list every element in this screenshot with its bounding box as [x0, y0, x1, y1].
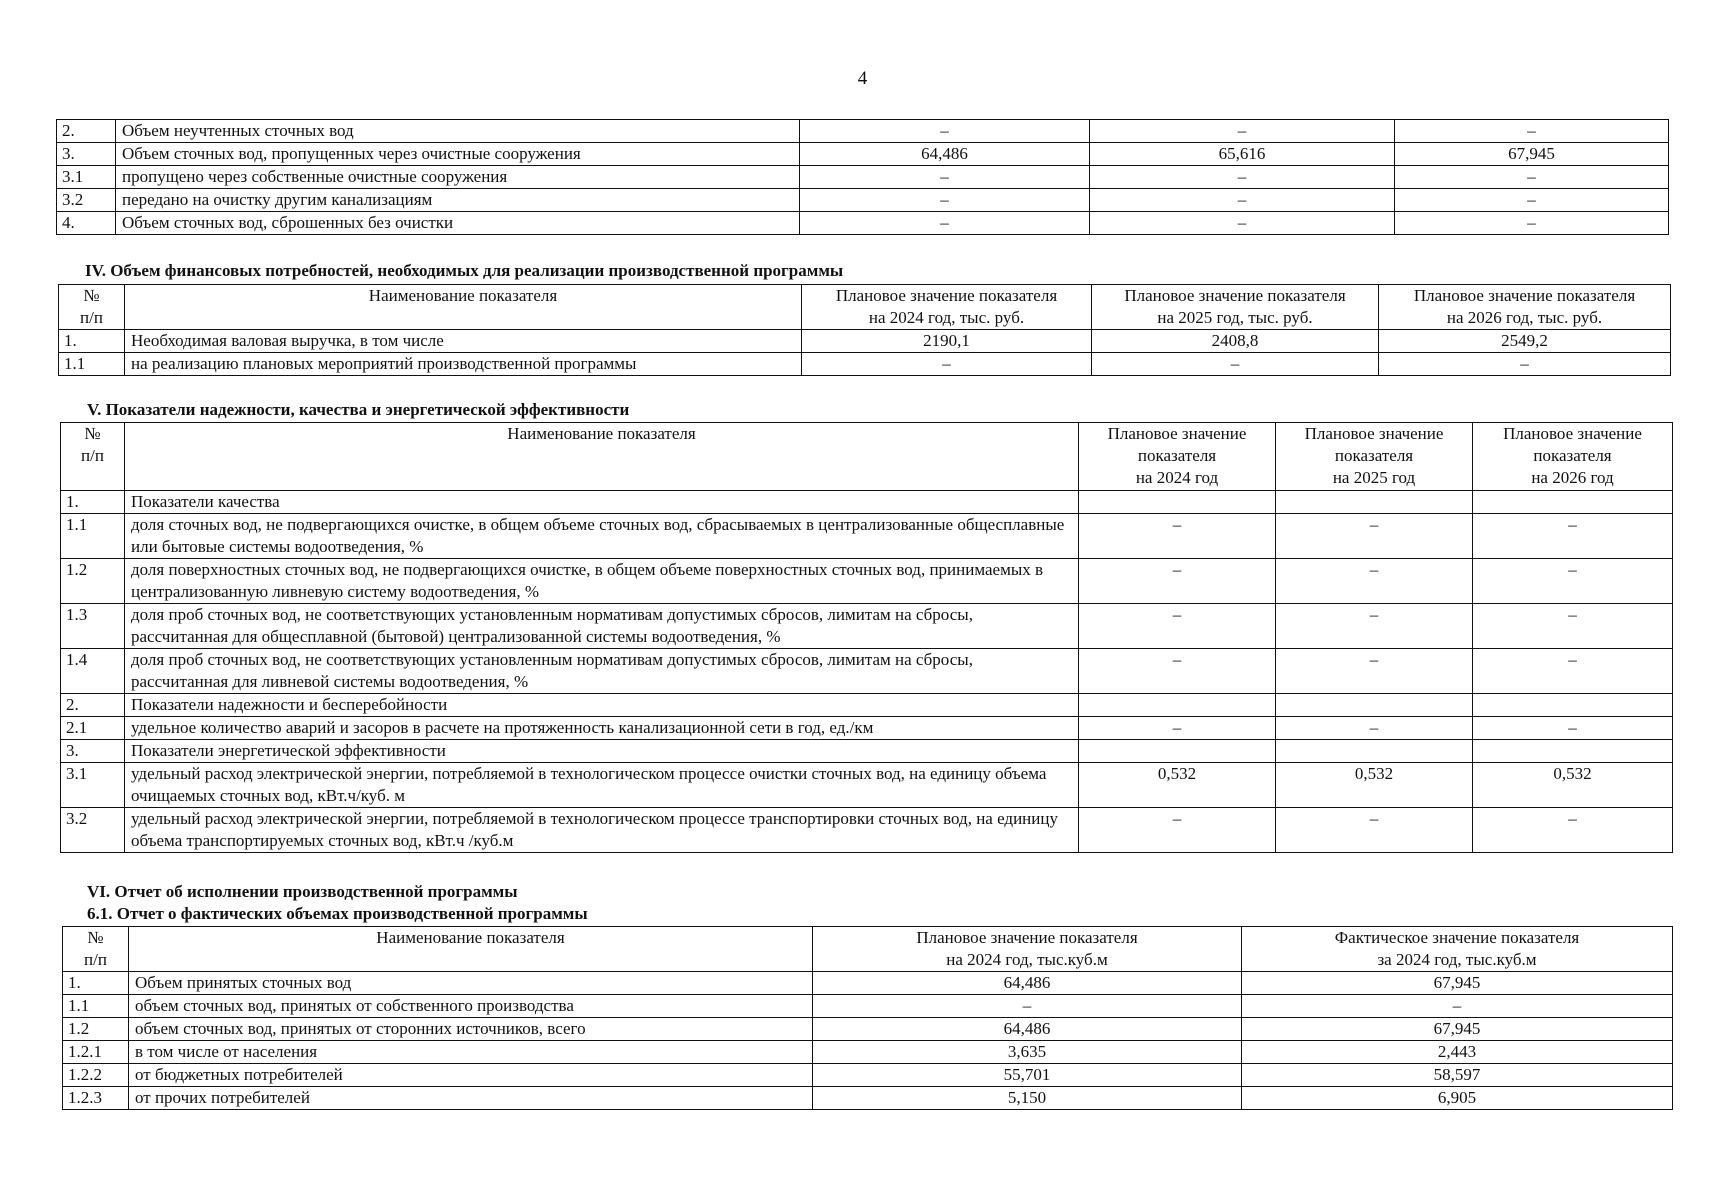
value-cell-v2025: 2408,8 [1092, 330, 1379, 353]
value-cell-v2025 [1276, 694, 1473, 717]
value-cell-v2024: – [1079, 514, 1276, 559]
row-number: 3.2 [57, 189, 116, 212]
value-cell-v2025: – [1090, 189, 1395, 212]
value-cell-v2024: – [1079, 604, 1276, 649]
indicator-name: Показатели качества [125, 491, 1079, 514]
financial-needs-rows [59, 330, 1671, 376]
table-row [59, 330, 1671, 353]
indicator-name: Необходимая валовая выручка, в том числе [125, 330, 802, 353]
header-2026: Плановое значение показателя на 2026 год [1473, 423, 1673, 491]
value-cell-v2024: 64,486 [800, 143, 1090, 166]
table-row [63, 995, 1673, 1018]
production-report-table [62, 926, 1673, 1110]
value-cell-v2025: 0,532 [1276, 763, 1473, 808]
table-row [57, 166, 1669, 189]
value-cell-plan: 64,486 [813, 972, 1242, 995]
value-cell-v2025: – [1090, 120, 1395, 143]
row-number: 1.3 [61, 604, 125, 649]
table-row [61, 717, 1673, 740]
indicator-name: доля проб сточных вод, не соответствующих установленным нормативам допустимых сбросов, лимитам на сбросы, рассчитанная для ливневой системы водоотведения, % [125, 649, 1079, 694]
indicator-name: объем сточных вод, принятых от собственного производства [129, 995, 813, 1018]
value-cell-v2026 [1473, 491, 1673, 514]
value-cell-v2025: 65,616 [1090, 143, 1395, 166]
row-number: 1.2.1 [63, 1041, 129, 1064]
indicator-name: Показатели энергетической эффективности [125, 740, 1079, 763]
row-number: 3.1 [61, 763, 125, 808]
section-6-title: VI. Отчет об исполнении производственной программы [87, 882, 518, 901]
header-fact-2024: Фактическое значение показателя за 2024 год, тыс.куб.м [1242, 927, 1673, 972]
financial-needs-table [58, 284, 1671, 376]
table-row [61, 559, 1673, 604]
row-number: 1.2.2 [63, 1064, 129, 1087]
header-2024: Плановое значение показателя на 2024 год, тыс. руб. [802, 285, 1092, 330]
indicator-name: удельный расход электрической энергии, потребляемой в технологическом процессе очистки сточных вод, на единицу объема очищаемых сточных вод, кВт.ч/куб. м [125, 763, 1079, 808]
value-cell-v2026 [1473, 694, 1673, 717]
table-row [63, 1087, 1673, 1110]
value-cell-v2025: – [1090, 212, 1395, 235]
value-cell-v2025: – [1092, 353, 1379, 376]
reliability-quality-rows [61, 491, 1673, 853]
indicator-name: Объем сточных вод, сброшенных без очистки [116, 212, 800, 235]
value-cell-v2024: – [1079, 649, 1276, 694]
row-number: 1. [59, 330, 125, 353]
value-cell-v2025 [1276, 491, 1473, 514]
row-number: 1. [63, 972, 129, 995]
value-cell-v2025: – [1276, 604, 1473, 649]
value-cell-fact: 2,443 [1242, 1041, 1673, 1064]
value-cell-v2026: – [1395, 212, 1669, 235]
table-row [63, 972, 1673, 995]
value-cell-v2025: – [1276, 649, 1473, 694]
value-cell-v2024: – [800, 120, 1090, 143]
production-report-rows [63, 972, 1673, 1110]
value-cell-v2026: – [1473, 808, 1673, 853]
indicator-name: Показатели надежности и бесперебойности [125, 694, 1079, 717]
row-number: 1.1 [61, 514, 125, 559]
indicator-name: Объем неучтенных сточных вод [116, 120, 800, 143]
table-row [57, 189, 1669, 212]
value-cell-plan: 3,635 [813, 1041, 1242, 1064]
indicator-name: от прочих потребителей [129, 1087, 813, 1110]
row-number: 1.2 [63, 1018, 129, 1041]
section-6-1-subtitle: 6.1. Отчет о фактических объемах производственной программы [87, 904, 588, 923]
value-cell-v2024: – [1079, 559, 1276, 604]
section-5-title: V. Показатели надежности, качества и энергетической эффективности [87, 400, 630, 419]
value-cell-v2026: – [1379, 353, 1671, 376]
reliability-quality-table [60, 422, 1673, 853]
table-row [61, 808, 1673, 853]
value-cell-v2026: – [1473, 717, 1673, 740]
table-row [61, 649, 1673, 694]
value-cell-v2026: – [1473, 514, 1673, 559]
row-number: 1.2 [61, 559, 125, 604]
indicator-name: передано на очистку другим канализациям [116, 189, 800, 212]
table-row [57, 143, 1669, 166]
header-plan-2024: Плановое значение показателя на 2024 год, тыс.куб.м [813, 927, 1242, 972]
value-cell-v2026: – [1473, 649, 1673, 694]
value-cell-v2025: – [1276, 717, 1473, 740]
table-row [61, 694, 1673, 717]
value-cell-v2026: – [1473, 559, 1673, 604]
indicator-name: от бюджетных потребителей [129, 1064, 813, 1087]
row-number: 3. [57, 143, 116, 166]
value-cell-fact: – [1242, 995, 1673, 1018]
value-cell-v2026: 0,532 [1473, 763, 1673, 808]
value-cell-fact: 6,905 [1242, 1087, 1673, 1110]
value-cell-v2024: 0,532 [1079, 763, 1276, 808]
row-number: 1.1 [59, 353, 125, 376]
value-cell-v2024 [1079, 491, 1276, 514]
value-cell-v2024 [1079, 740, 1276, 763]
page-number: 4 [857, 68, 868, 89]
wastewater-volume-rows [57, 120, 1669, 235]
value-cell-v2026: 2549,2 [1379, 330, 1671, 353]
value-cell-v2024: – [1079, 808, 1276, 853]
table-row [61, 514, 1673, 559]
indicator-name: доля поверхностных сточных вод, не подвергающихся очистке, в общем объеме поверхностных сточных вод, принимаемых в централизованную ливневую систему водоотведения, % [125, 559, 1079, 604]
value-cell-v2025: – [1090, 166, 1395, 189]
value-cell-v2026: 67,945 [1395, 143, 1669, 166]
table-row [61, 763, 1673, 808]
header-2026: Плановое значение показателя на 2026 год, тыс. руб. [1379, 285, 1671, 330]
indicator-name: Объем сточных вод, пропущенных через очистные сооружения [116, 143, 800, 166]
table-row [57, 212, 1669, 235]
value-cell-v2024: – [802, 353, 1092, 376]
value-cell-v2024: – [800, 189, 1090, 212]
row-number: 3. [61, 740, 125, 763]
indicator-name: в том числе от населения [129, 1041, 813, 1064]
value-cell-v2025: – [1276, 808, 1473, 853]
row-number: 2.1 [61, 717, 125, 740]
row-number: 3.1 [57, 166, 116, 189]
value-cell-v2024: 2190,1 [802, 330, 1092, 353]
value-cell-v2026: – [1395, 120, 1669, 143]
table-row [63, 1064, 1673, 1087]
header-2025: Плановое значение показателя на 2025 год [1276, 423, 1473, 491]
table-row [61, 491, 1673, 514]
header-num: № п/п [61, 423, 125, 491]
header-2024: Плановое значение показателя на 2024 год [1079, 423, 1276, 491]
value-cell-v2024: – [800, 166, 1090, 189]
indicator-name: Объем принятых сточных вод [129, 972, 813, 995]
value-cell-v2026 [1473, 740, 1673, 763]
row-number: 1. [61, 491, 125, 514]
value-cell-fact: 67,945 [1242, 972, 1673, 995]
table-row [61, 604, 1673, 649]
indicator-name: доля проб сточных вод, не соответствующих установленным нормативам допустимых сбросов, лимитам на сбросы, рассчитанная для общесплавной (бытовой) централизованной системы водоотведения, % [125, 604, 1079, 649]
value-cell-v2026: – [1473, 604, 1673, 649]
value-cell-v2024: – [800, 212, 1090, 235]
section-4-title: IV. Объем финансовых потребностей, необходимых для реализации производственной программы [85, 261, 844, 280]
row-number: 2. [61, 694, 125, 717]
row-number: 2. [57, 120, 116, 143]
indicator-name: удельное количество аварий и засоров в расчете на протяженность канализационной сети в год, ед./км [125, 717, 1079, 740]
indicator-name: удельный расход электрической энергии, потребляемой в технологическом процессе транспортировки сточных вод, на единицу объема транспортируемых сточных вод, кВт.ч /куб.м [125, 808, 1079, 853]
table-row [63, 1041, 1673, 1064]
value-cell-fact: 67,945 [1242, 1018, 1673, 1041]
indicator-name: доля сточных вод, не подвергающихся очистке, в общем объеме сточных вод, сбрасываемых в централизованные общесплавные или бытовые системы водоотведения, % [125, 514, 1079, 559]
header-name: Наименование показателя [129, 927, 813, 972]
table-row [63, 1018, 1673, 1041]
header-num: № п/п [63, 927, 129, 972]
value-cell-plan: – [813, 995, 1242, 1018]
value-cell-fact: 58,597 [1242, 1064, 1673, 1087]
indicator-name: на реализацию плановых мероприятий производственной программы [125, 353, 802, 376]
row-number: 1.4 [61, 649, 125, 694]
value-cell-v2024: – [1079, 717, 1276, 740]
header-name: Наименование показателя [125, 423, 1079, 491]
table-row [61, 740, 1673, 763]
value-cell-v2024 [1079, 694, 1276, 717]
row-number: 1.1 [63, 995, 129, 1018]
value-cell-plan: 64,486 [813, 1018, 1242, 1041]
table-row [59, 353, 1671, 376]
value-cell-plan: 5,150 [813, 1087, 1242, 1110]
wastewater-volume-table [56, 119, 1669, 235]
row-number: 3.2 [61, 808, 125, 853]
header-name: Наименование показателя [125, 285, 802, 330]
indicator-name: объем сточных вод, принятых от сторонних источников, всего [129, 1018, 813, 1041]
value-cell-v2026: – [1395, 189, 1669, 212]
table-row [57, 120, 1669, 143]
header-2025: Плановое значение показателя на 2025 год, тыс. руб. [1092, 285, 1379, 330]
indicator-name: пропущено через собственные очистные сооружения [116, 166, 800, 189]
value-cell-v2026: – [1395, 166, 1669, 189]
value-cell-v2025: – [1276, 514, 1473, 559]
value-cell-plan: 55,701 [813, 1064, 1242, 1087]
header-num: № п/п [59, 285, 125, 330]
value-cell-v2025: – [1276, 559, 1473, 604]
row-number: 1.2.3 [63, 1087, 129, 1110]
value-cell-v2025 [1276, 740, 1473, 763]
row-number: 4. [57, 212, 116, 235]
